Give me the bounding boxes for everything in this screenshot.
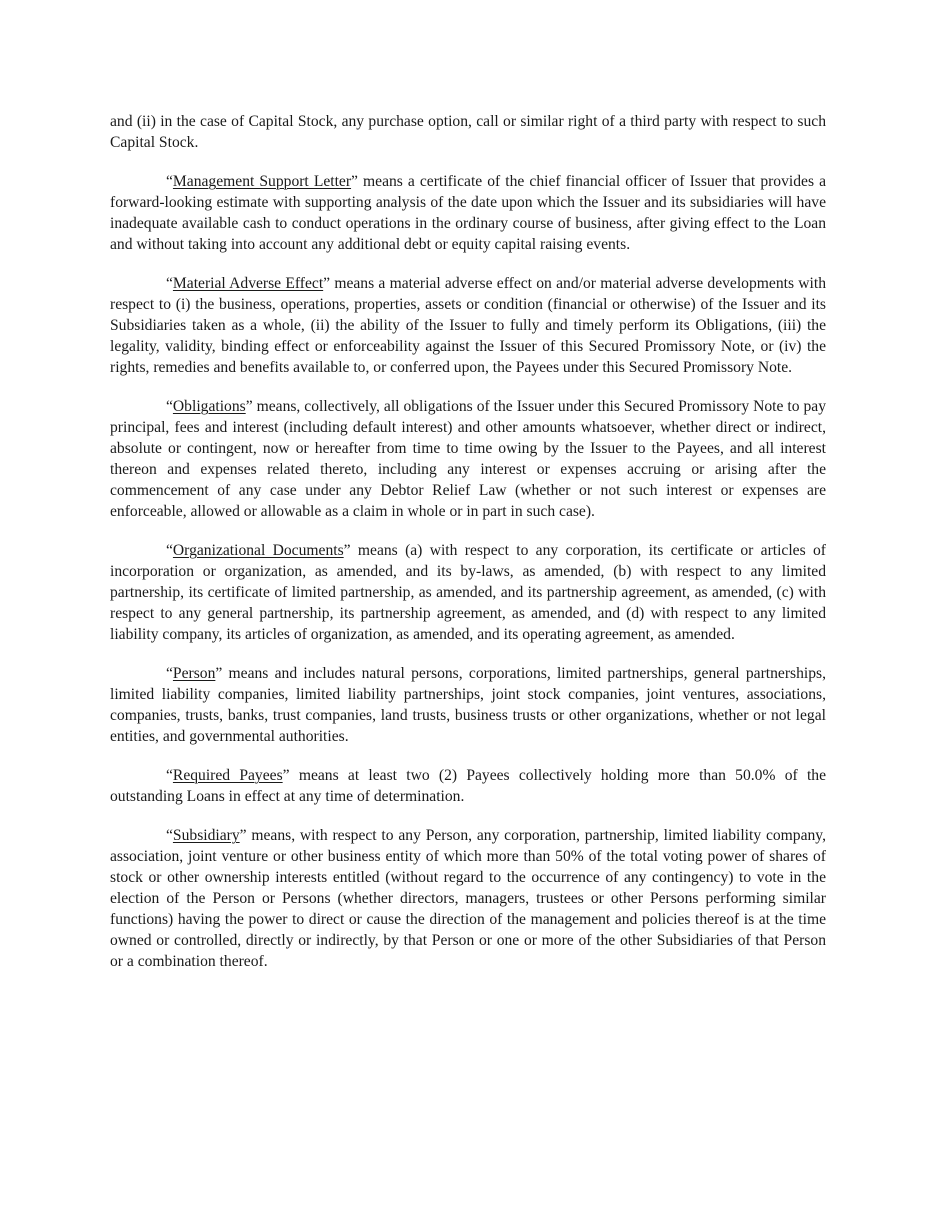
close-quote: ” bbox=[245, 398, 253, 415]
definition-subsidiary bbox=[110, 825, 826, 972]
defined-term: Required Payees bbox=[172, 767, 283, 784]
open-quote: “ bbox=[166, 665, 173, 682]
defined-term: Obligations bbox=[172, 398, 246, 415]
definition-management-support-letter bbox=[110, 171, 826, 255]
close-quote: ” bbox=[215, 665, 223, 682]
open-quote: “ bbox=[166, 275, 173, 292]
defined-term: Person bbox=[172, 665, 216, 682]
defined-term: Material Adverse Effect bbox=[172, 275, 324, 292]
defined-term: Subsidiary bbox=[172, 827, 240, 844]
close-quote: ” bbox=[351, 173, 358, 190]
definition-text: means, collectively, all obligations of the Issuer under this Secured Promissory Note to pay principal, fees and interest (including default interest) and other amounts whatsoever, whether direct or indirect, absolute or contingent, now or hereafter from time to time owing by the Issuer to the Payees, and all interest thereon and expenses related thereto, including any interest or expenses accruing or arising after the commencement of any case under any Debtor Relief Law (whether or not such interest or expenses are enforceable, allowed or allowable as a claim in whole or in part in such case). bbox=[110, 398, 826, 520]
close-quote: ” bbox=[323, 275, 331, 292]
document-body bbox=[110, 111, 826, 990]
definition-organizational-documents bbox=[110, 540, 826, 645]
defined-term: Management Support Letter bbox=[172, 173, 352, 190]
open-quote: “ bbox=[166, 767, 173, 784]
definition-text: means and includes natural persons, corporations, limited partnerships, general partnerships, limited liability companies, limited liability partnerships, joint stock companies, joint ventures, associations, companies, trusts, banks, trust companies, land trusts, business trusts or other organizations, whether or not legal entities, and governmental authorities. bbox=[110, 665, 826, 745]
definition-required-payees bbox=[110, 765, 826, 807]
definition-text: means a certificate of the chief financial officer of Issuer that provides a forward-looking estimate with supporting analysis of the date upon which the Issuer and its subsidiaries will have inadequate available cash to conduct operations in the ordinary course of business, after giving effect to the Loan and without taking into account any additional debt or equity capital raising events. bbox=[110, 173, 826, 253]
definition-person bbox=[110, 663, 826, 747]
definition-text: means at least two (2) Payees collectively holding more than 50.0% of the outstanding Loans in effect at any time of determination. bbox=[110, 767, 826, 805]
intro-paragraph: and (ii) in the case of Capital Stock, any purchase option, call or similar right of a third party with respect to such Capital Stock. bbox=[110, 113, 826, 151]
close-quote: ” bbox=[343, 542, 351, 559]
definition-text: means a material adverse effect on and/or material adverse developments with respect to (i) the business, operations, properties, assets or condition (financial or otherwise) of the Issuer and its Subsidiaries taken as a whole, (ii) the ability of the Issuer to fully and timely perform its Obligations, (iii) the legality, validity, binding effect or enforceability against the Issuer of this Secured Promissory Note, or (iv) the rights, remedies and benefits available to, or conferred upon, the Payees under this Secured Promissory Note. bbox=[110, 275, 826, 376]
definition-text: means (a) with respect to any corporation, its certificate or articles of incorporation or organization, as amended, and its by-laws, as amended, (b) with respect to any limited partnership, its certificate of limited partnership, as amended, and its partnership agreement, as amended, (c) with respect to any general partnership, its partnership agreement, as amended, and (d) with respect to any limited liability company, its articles of organization, as amended, and its operating agreement, as amended. bbox=[110, 542, 826, 643]
open-quote: “ bbox=[166, 398, 173, 415]
close-quote: ” bbox=[282, 767, 290, 784]
definition-obligations bbox=[110, 396, 826, 522]
open-quote: “ bbox=[166, 173, 173, 190]
definition-text: means, with respect to any Person, any corporation, partnership, limited liability company, association, joint venture or other business entity of which more than 50% of the total voting power of shares of stock or other ownership interests entitled (without regard to the occurrence of any contingency) to vote in the election of the Person or Persons (whether directors, managers, trustees or other Persons performing similar functions) having the power to direct or cause the direction of the management and policies thereof is at the time owned or controlled, directly or indirectly, by that Person or one or more of the other Subsidiaries of that Person or a combination thereof. bbox=[110, 827, 826, 970]
open-quote: “ bbox=[166, 542, 173, 559]
open-quote: “ bbox=[166, 827, 173, 844]
close-quote: ” bbox=[239, 827, 247, 844]
defined-term: Organizational Documents bbox=[172, 542, 344, 559]
definition-material-adverse-effect bbox=[110, 273, 826, 378]
